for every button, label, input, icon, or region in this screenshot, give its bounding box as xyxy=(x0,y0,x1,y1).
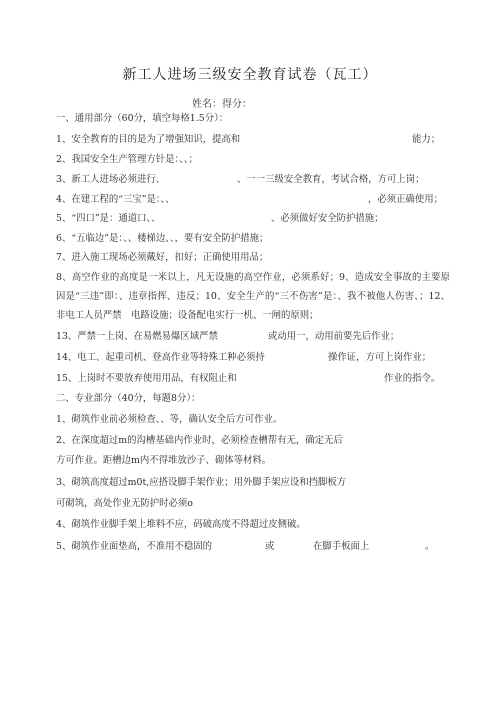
question-6: 6、“五临边”是：、、楼梯边、、，要有安全防护措施； xyxy=(56,233,269,244)
pro-question-5-or: 或 xyxy=(265,541,275,552)
question-14: 14、电工、起重司机、登高作业等特殊工种必须持 xyxy=(56,352,265,363)
pro-question-2: 2、在深度超过m的沟槽基础内作业时，必须检查槽帮有无，确定无后 xyxy=(56,435,343,446)
page-title: 新工人进场三级安全教育试卷（瓦工） xyxy=(122,67,378,83)
question-5-tail: 、必须做好安全防护措施； xyxy=(271,213,384,224)
question-14-tail: 操作证，方可上岗作业； xyxy=(328,352,432,363)
pro-question-4: 4、砌筑作业脚手架上堆料不应，码破高度不得超过皮侧破。 xyxy=(56,519,306,530)
pro-question-2-cont: 方可作业。距槽边m内不得堆放沙子、砌体等材料。 xyxy=(56,455,272,466)
question-8-to-12: 8、高空作业的高度是一米以上，凡无设施的高空作业，必须系好；9、造成安全事故的主要原因是“三违”即：、违章指挥、违反；10、安全生产的“三不伤害”是：、我不被他人伤害、；12、非电工人员严禁 电路设施；设备配电实行一机、一闸的原则； xyxy=(56,272,450,321)
pro-question-5-mid: 在脚手板面上 xyxy=(313,541,370,552)
pro-question-1: 1、砌筑作业前必须检查、、等，确认安全后方可作业。 xyxy=(56,414,283,425)
name-score-line: 姓名：得分： xyxy=(192,99,252,110)
pro-question-5-end: 。 xyxy=(425,541,435,552)
question-13-tail: 或动用一，动用前要先后作业； xyxy=(268,331,400,342)
question-7: 7、进入施工现场必须戴好，扣好；正确使用用品； xyxy=(56,252,269,263)
pro-question-3: 3、砌筑高度超过m0t,应搭设脚手架作业；用外脚手架应设和挡脚板方 xyxy=(56,477,347,488)
question-5: 5、“四口”是：通道口、、 xyxy=(56,213,161,224)
question-3-tail: 、一一三级安全教育，考试合格，方可上岗； xyxy=(237,174,425,185)
question-1-tail: 能力； xyxy=(412,134,441,145)
question-1: 1、安全教育的目的是为了增强知识，提高和 xyxy=(56,134,241,145)
pro-question-5: 5、砌筑作业面垫高，不准用不稳固的 xyxy=(56,541,212,552)
section-heading-general: 一、通用部分（60分，填空每格1.5分）： xyxy=(56,113,229,124)
question-3: 3、新工人进场必须进行、 xyxy=(56,174,166,185)
question-4-tail: ，必须正确使用； xyxy=(368,194,444,205)
pro-question-3-cont: 可砌筑，高处作业无防护时必须o xyxy=(56,498,193,509)
section-heading-professional: 二、专业部分（40分，每题8分）： xyxy=(56,393,201,404)
question-4: 4、在建工程的“三宝”是：、、 xyxy=(56,194,175,205)
question-13: 13、严禁一上岗、在易燃易爆区域严禁 xyxy=(56,331,218,342)
question-2: 2、我国安全生产管理方针是：、、； xyxy=(56,154,198,165)
question-15-tail: 作业的指令。 xyxy=(384,373,441,384)
question-15: 15、上岗时不要放弃使用用品，有权阻止和 xyxy=(56,373,237,384)
